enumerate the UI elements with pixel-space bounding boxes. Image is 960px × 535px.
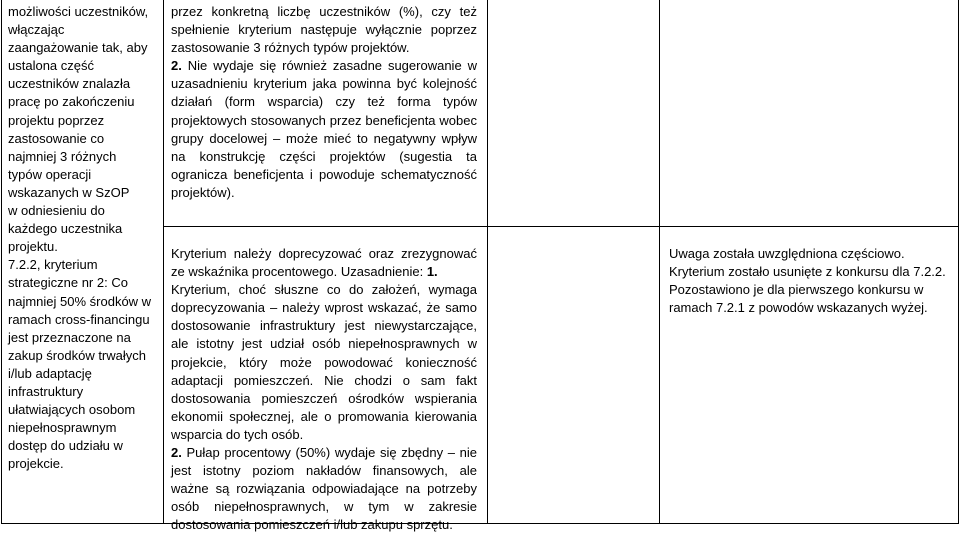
criterion-text-cell [8,3,160,473]
column-divider-2 [487,0,488,524]
column-divider-3 [659,0,660,524]
row-divider [163,226,959,227]
remark-intro: Kryterium należy doprecyzować oraz zrezygnować ze wskaźnika procentowego. Uzasadnienie: 1. [171,246,477,280]
table-border-right [958,0,959,524]
remark-number-2: 2. [171,58,182,74]
remark-paragraph-2: 2. Nie wydaje się również zasadne sugerowanie w uzasadnieniu kryterium jaka powinna być kolejność działań (form wsparcia) czy też forma typów projektowych stosowanych przez beneficjenta wobec grupy docelowej – może mieć to negatywny wpływ na konstrukcję części projektów (sugestia ta ogranicza beneficjenta i powoduje schematyczność projektów). [171,58,477,200]
remark-paragraph-1: przez konkretną liczbę uczestników (%), czy też spełnienie kryterium następuje wyłącznie poprzez zastosowanie 3 różnych typów projektów. [171,4,477,56]
table-border-left [1,0,2,524]
justification-paragraph-1: Kryterium, choć słuszne co do założeń, wymaga doprecyzowania – należy wprost wskazać, że samo dostosowanie infrastruktury jest niewystarczające, ale istotny jest udział osób niepełnosprawnych w projekcie, który może powodować konieczność adaptacji pomieszczeń. Nie chodzi o sam fakt dostosowania pomieszczeń ośrodków wspierania ekonomii społecznej, ale o promowania kierowania wsparcia do tych osób. [171,282,477,442]
response-text: Uwaga została uwzględniona częściowo. Kryterium zostało usunięte z konkursu dla 7.2.2. Pozostawiono je dla pierwszego konkursu w ramach 7.2.1 z powodów wskazanych wyżej. [669,246,946,316]
remark-cell-bottom [171,245,477,535]
response-cell [669,245,957,317]
justification-number-1: 1. [426,264,438,280]
criterion-text: możliwości uczestników, włączając zaangażowanie tak, aby ustalona część uczestników znalazła pracę po zakończeniu projektu poprzez zastosowanie co najmniej 3 różnych typów operacji wskazanych w SzOP w odniesieniu do każdego uczestnika projektu. 7.2.2, kryterium strategiczne nr 2: Co najmniej 50% środków w ramach cross-financingu jest przeznaczone na zakup środków trwałych i/lub adaptację infrastruktury ułatwiających osobom niepełnosprawnym dostęp do udziału w projekcie. [8,4,152,472]
justification-number-2: 2. [171,445,182,461]
column-divider-1 [163,0,164,524]
remark-cell-top [171,3,477,202]
justification-paragraph-2: 2. Pułap procentowy (50%) wydaje się zbędny – nie jest istotny poziom nakładów finansowych, ale ważne są rozwiązania odpowiadające na potrzeby osób niepełnosprawnych, w tym w zakresie dostosowania pomieszczeń i/lub zakupu sprzętu. [171,445,477,533]
